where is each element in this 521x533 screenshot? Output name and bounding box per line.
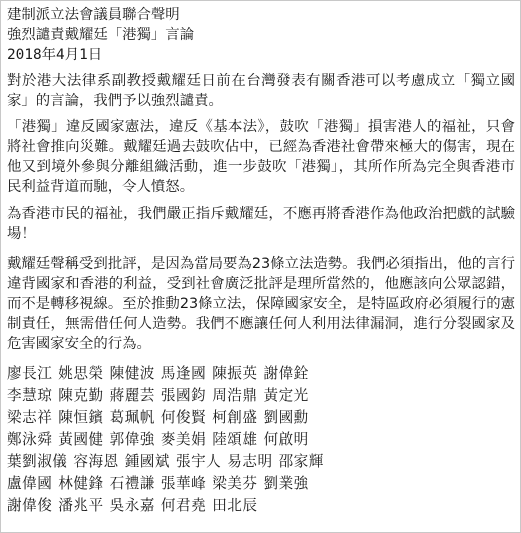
signatory-row	[7, 363, 515, 385]
signatory-name: 邵家輝	[278, 453, 324, 470]
signatory-name: 陸頌雄	[212, 431, 258, 448]
signatory-name: 馬逢國	[160, 365, 207, 382]
signatory-row	[7, 429, 515, 451]
signatory-name: 葉劉淑儀	[7, 453, 68, 470]
signatory-name: 謝偉銓	[263, 365, 309, 382]
signatory-name: 石禮謙	[109, 475, 155, 492]
signatory-name: 陳健波	[109, 365, 155, 382]
signatory-name: 林健鋒	[58, 475, 104, 492]
signatory-name: 葛珮帆	[109, 409, 155, 426]
signatory-name: 陳恒鑌	[58, 409, 104, 426]
signatory-name: 鍾國斌	[124, 453, 170, 470]
signatory-name: 何啟明	[263, 431, 309, 448]
signatory-name: 吳永嘉	[109, 497, 155, 514]
signatory-name: 廖長江	[7, 365, 53, 382]
signatory-row	[7, 473, 515, 495]
signatory-name: 劉國勳	[263, 409, 309, 426]
signatory-name: 梁美芬	[212, 475, 258, 492]
signatory-name: 張宇人	[175, 453, 222, 470]
signatory-name: 黃國健	[58, 431, 104, 448]
signatory-name: 劉業強	[263, 475, 309, 492]
signatory-name: 周浩鼎	[212, 387, 258, 404]
statement-document	[7, 5, 515, 517]
signatory-name: 陳克勤	[58, 387, 104, 404]
statement-title: 建制派立法會議員聯合聲明	[7, 7, 180, 23]
signatory-name: 黃定光	[263, 387, 309, 404]
signatory-name: 柯創盛	[212, 409, 258, 426]
signatory-name: 鄭泳舜	[7, 431, 53, 448]
signatory-name: 張國鈞	[160, 387, 207, 404]
signatory-row	[7, 495, 515, 517]
paragraph-article-23: 戴耀廷聲稱受到批評，是因為當局要為23條立法造勢。我們必須指出，他的言行違背國家和香港的利益，受到社會廣泛批評是理所當然的，他應該向公眾認錯，而不是轉移視線。至於推動23條立法，保障國家安全，是特區政府必須履行的憲制責任，無需借任何人造勢。我們不應讓任何人利用法律漏洞，進行分裂國家及危害國家安全的行為。	[7, 256, 515, 352]
signatory-name: 容海恩	[73, 453, 119, 470]
signatory-name: 盧偉國	[7, 475, 53, 492]
signatory-row	[7, 451, 515, 473]
signatory-row	[7, 385, 515, 407]
signatory-name: 張華峰	[160, 475, 207, 492]
signatory-name: 姚思榮	[58, 365, 104, 382]
signatory-name: 何俊賢	[160, 409, 207, 426]
signatory-name: 何君堯	[160, 497, 207, 514]
signatory-name: 李慧琼	[7, 387, 53, 404]
signatory-name: 易志明	[227, 453, 273, 470]
statement-date: 2018年4月1日	[7, 47, 103, 63]
signatory-row	[7, 407, 515, 429]
signatory-name: 蔣麗芸	[109, 387, 155, 404]
paragraph-condemnation: 對於港大法律系副教授戴耀廷日前在台灣發表有關香港可以考慮成立「獨立國家」的言論，我們予以強烈譴責。	[7, 73, 515, 109]
signatory-name: 潘兆平	[58, 497, 104, 514]
paragraph-hk-independence: 「港獨」違反國家憲法，違反《基本法》，鼓吹「港獨」損害港人的福祉，只會將社會推向災難。戴耀廷過去鼓吹佔中，已經為香港社會帶來極大的傷害，現在他又到境外參與分離組織活動，進一步鼓吹「港獨」，其所作所為完全與香港市民利益背道而馳，令人憤怒。	[7, 119, 515, 195]
signatory-name: 梁志祥	[7, 409, 53, 426]
signatory-name: 陳振英	[212, 365, 258, 382]
paragraph-public-welfare: 為香港市民的福祉，我們嚴正指斥戴耀廷，不應再將香港作為他政治把戲的試驗場！	[7, 206, 515, 242]
signatory-list	[7, 363, 515, 517]
signatory-name: 麥美娟	[160, 431, 207, 448]
statement-subtitle: 強烈譴責戴耀廷「港獨」言論	[7, 27, 195, 43]
signatory-name: 田北辰	[212, 497, 258, 514]
signatory-name: 謝偉俊	[7, 497, 53, 514]
signatory-name: 郭偉強	[109, 431, 155, 448]
